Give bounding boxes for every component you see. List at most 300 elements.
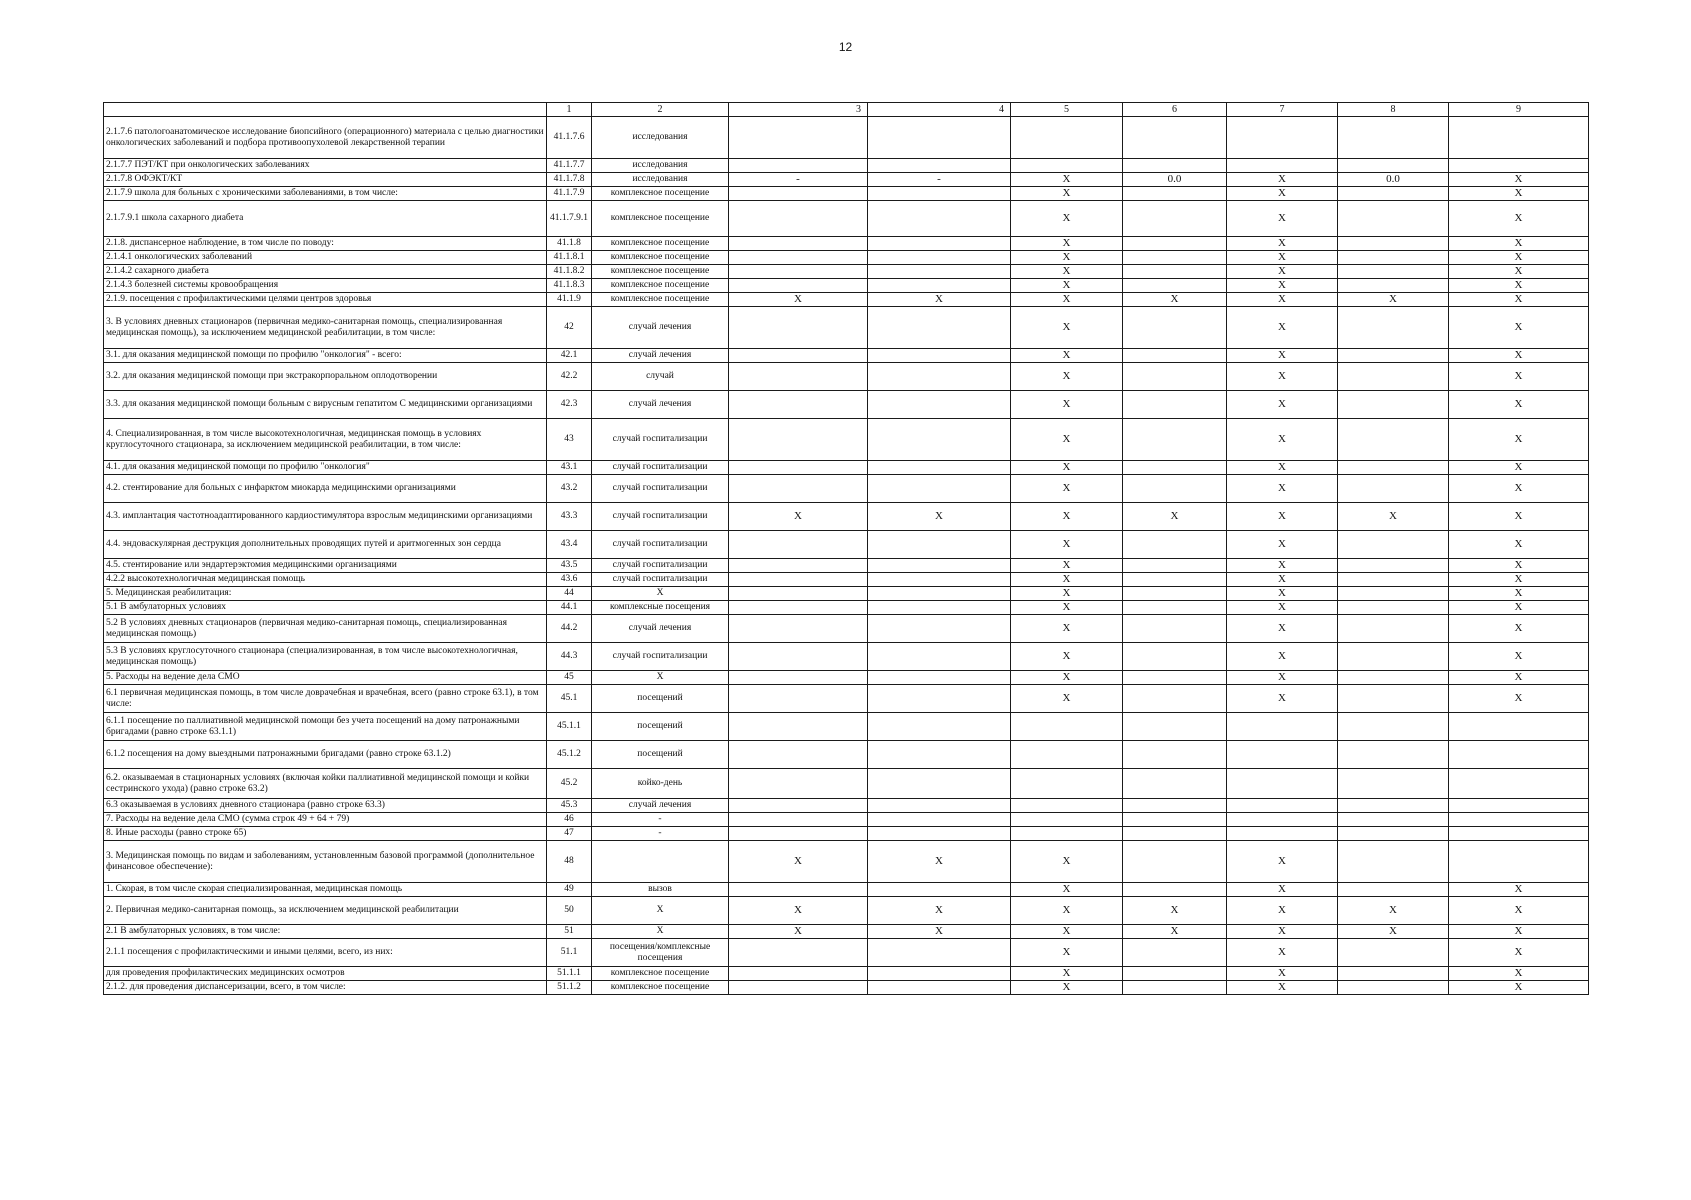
table-row xyxy=(104,813,1589,827)
row-value: X xyxy=(1449,883,1589,897)
row-value xyxy=(868,587,1011,601)
row-value xyxy=(1123,363,1227,391)
row-name: 2. Первичная медико-санитарная помощь, за исключением медицинской реабилитации xyxy=(104,897,547,925)
row-unit: комплексное посещение xyxy=(592,279,729,293)
row-value: X xyxy=(1011,265,1123,279)
row-value: X xyxy=(1227,967,1338,981)
row-value xyxy=(868,349,1011,363)
row-name: 6.2. оказываемая в стационарных условиях (включая койки паллиативной медицинской помощи и койки сестринского ухода) (равно строке 63.2) xyxy=(104,769,547,799)
row-value: X xyxy=(729,503,868,531)
row-value xyxy=(729,187,868,201)
row-value: X xyxy=(1011,279,1123,293)
row-name: для проведения профилактических медицинских осмотров xyxy=(104,967,547,981)
row-value xyxy=(1123,769,1227,799)
row-value xyxy=(729,159,868,173)
row-value: X xyxy=(1449,531,1589,559)
row-value xyxy=(729,769,868,799)
column-number: 1 xyxy=(547,103,592,117)
row-code: 51.1.2 xyxy=(547,981,592,995)
row-value xyxy=(868,813,1011,827)
table-row xyxy=(104,573,1589,587)
row-value xyxy=(1338,643,1449,671)
row-value: X xyxy=(1011,307,1123,349)
table-row xyxy=(104,173,1589,187)
row-value xyxy=(868,671,1011,685)
row-value: X xyxy=(1227,503,1338,531)
row-unit: случай лечения xyxy=(592,349,729,363)
row-value: X xyxy=(1449,173,1589,187)
table-row xyxy=(104,293,1589,307)
row-value: X xyxy=(1123,925,1227,939)
row-unit: случай госпитализации xyxy=(592,643,729,671)
row-value: X xyxy=(1449,419,1589,461)
row-value: X xyxy=(1227,251,1338,265)
row-value xyxy=(1449,799,1589,813)
row-value xyxy=(1123,713,1227,741)
row-code: 44.2 xyxy=(547,615,592,643)
row-value xyxy=(1338,827,1449,841)
table-row xyxy=(104,615,1589,643)
row-code: 50 xyxy=(547,897,592,925)
row-name: 2.1.4.2 сахарного диабета xyxy=(104,265,547,279)
row-value: X xyxy=(1449,939,1589,967)
row-name: 2.1.7.6 патологоанатомическое исследование биопсийного (операционного) материала с целью диагностики онкологических заболеваний и подбора противоопухолевой лекарственной терапии xyxy=(104,117,547,159)
row-value: X xyxy=(868,897,1011,925)
row-value: X xyxy=(868,841,1011,883)
row-code: 44 xyxy=(547,587,592,601)
row-value: X xyxy=(1011,981,1123,995)
row-unit: комплексное посещение xyxy=(592,293,729,307)
row-value xyxy=(1338,967,1449,981)
row-code: 41.1.7.8 xyxy=(547,173,592,187)
row-value xyxy=(868,769,1011,799)
row-value: X xyxy=(1227,841,1338,883)
row-value xyxy=(868,685,1011,713)
row-name: 4.3. имплантация частотноадаптированного кардиостимулятора взрослым медицинскими организациями xyxy=(104,503,547,531)
table-row xyxy=(104,251,1589,265)
row-value xyxy=(1123,461,1227,475)
row-value xyxy=(868,713,1011,741)
row-value xyxy=(1338,713,1449,741)
row-name: 3.3. для оказания медицинской помощи больным с вирусным гепатитом С медицинскими организациями xyxy=(104,391,547,419)
row-value: X xyxy=(1449,587,1589,601)
row-value xyxy=(1449,117,1589,159)
row-name: 7. Расходы на ведение дела СМО (сумма строк 49 + 64 + 79) xyxy=(104,813,547,827)
row-value xyxy=(1227,827,1338,841)
row-unit: исследования xyxy=(592,173,729,187)
column-number: 6 xyxy=(1123,103,1227,117)
row-unit: случай лечения xyxy=(592,307,729,349)
table-row xyxy=(104,827,1589,841)
row-value: X xyxy=(1449,897,1589,925)
row-value xyxy=(868,475,1011,503)
row-unit: комплексное посещение xyxy=(592,251,729,265)
row-value xyxy=(1123,939,1227,967)
row-unit: комплексные посещения xyxy=(592,601,729,615)
column-number: 2 xyxy=(592,103,729,117)
row-value: X xyxy=(1449,307,1589,349)
row-value xyxy=(729,363,868,391)
row-unit: комплексное посещение xyxy=(592,967,729,981)
row-code: 44.1 xyxy=(547,601,592,615)
table-row xyxy=(104,925,1589,939)
table-row xyxy=(104,391,1589,419)
row-value xyxy=(868,251,1011,265)
row-value xyxy=(1011,799,1123,813)
table-row xyxy=(104,841,1589,883)
row-value: X xyxy=(1227,559,1338,573)
row-code: 41.1.7.9 xyxy=(547,187,592,201)
row-value: X xyxy=(1449,671,1589,685)
row-value xyxy=(1011,117,1123,159)
row-value xyxy=(1449,713,1589,741)
row-value: X xyxy=(868,925,1011,939)
row-value xyxy=(1338,461,1449,475)
table-row xyxy=(104,237,1589,251)
row-value xyxy=(1227,159,1338,173)
row-value: X xyxy=(1227,461,1338,475)
row-value xyxy=(1338,587,1449,601)
row-name: 4.5. стентирование или эндартерэктомия медицинскими организациями xyxy=(104,559,547,573)
row-name: 2.1.4.1 онкологических заболеваний xyxy=(104,251,547,265)
row-code: 46 xyxy=(547,813,592,827)
row-unit: случай госпитализации xyxy=(592,475,729,503)
row-value: X xyxy=(1449,475,1589,503)
row-value xyxy=(729,799,868,813)
row-value: X xyxy=(1449,265,1589,279)
row-value: X xyxy=(1449,967,1589,981)
row-value xyxy=(868,981,1011,995)
row-value: X xyxy=(1011,939,1123,967)
row-value: 0.0 xyxy=(1338,173,1449,187)
row-code: 41.1.7.6 xyxy=(547,117,592,159)
row-value: X xyxy=(1227,897,1338,925)
row-value xyxy=(1011,159,1123,173)
row-value: X xyxy=(729,293,868,307)
row-value xyxy=(1449,159,1589,173)
row-value xyxy=(1123,159,1227,173)
row-value xyxy=(1338,573,1449,587)
row-value xyxy=(868,643,1011,671)
row-code: 51.1 xyxy=(547,939,592,967)
row-unit: X xyxy=(592,671,729,685)
row-value xyxy=(868,265,1011,279)
row-value: X xyxy=(1011,601,1123,615)
row-code: 45 xyxy=(547,671,592,685)
row-value xyxy=(729,201,868,237)
row-code: 41.1.7.9.1 xyxy=(547,201,592,237)
row-code: 43.6 xyxy=(547,573,592,587)
row-value xyxy=(729,685,868,713)
row-value: X xyxy=(1123,503,1227,531)
row-value: X xyxy=(1011,559,1123,573)
row-value xyxy=(1011,813,1123,827)
row-name: 8. Иные расходы (равно строке 65) xyxy=(104,827,547,841)
row-code: 41.1.8.3 xyxy=(547,279,592,293)
row-value: X xyxy=(1449,461,1589,475)
row-value: X xyxy=(1011,391,1123,419)
table-row xyxy=(104,475,1589,503)
table-row xyxy=(104,939,1589,967)
row-value xyxy=(1227,713,1338,741)
row-name: 5. Расходы на ведение дела СМО xyxy=(104,671,547,685)
table-row xyxy=(104,559,1589,573)
row-value xyxy=(868,391,1011,419)
row-unit: случай лечения xyxy=(592,615,729,643)
row-value xyxy=(1123,981,1227,995)
row-value xyxy=(729,279,868,293)
row-value xyxy=(1123,643,1227,671)
row-value xyxy=(1011,769,1123,799)
row-code: 41.1.7.7 xyxy=(547,159,592,173)
row-value xyxy=(729,967,868,981)
report-table xyxy=(103,102,1589,995)
row-name: 3. Медицинская помощь по видам и заболеваниям, установленным базовой программой (дополнительное финансовое обеспечение): xyxy=(104,841,547,883)
column-number-row xyxy=(104,103,1589,117)
table-row xyxy=(104,741,1589,769)
row-value: 0.0 xyxy=(1123,173,1227,187)
row-value xyxy=(868,201,1011,237)
row-value: X xyxy=(1011,615,1123,643)
row-value: X xyxy=(1227,883,1338,897)
row-value xyxy=(868,419,1011,461)
row-name: 6.1.1 посещение по паллиативной медицинской помощи без учета посещений на дому патронажными бригадами (равно строке 63.1.1) xyxy=(104,713,547,741)
page-number: 12 xyxy=(838,40,853,54)
row-unit: - xyxy=(592,813,729,827)
table-row xyxy=(104,159,1589,173)
row-name: 2.1 В амбулаторных условиях, в том числе: xyxy=(104,925,547,939)
row-value: X xyxy=(1449,685,1589,713)
row-value xyxy=(729,419,868,461)
row-value xyxy=(1338,187,1449,201)
row-value: X xyxy=(1449,615,1589,643)
row-code: 45.1.2 xyxy=(547,741,592,769)
row-value xyxy=(729,741,868,769)
row-value: X xyxy=(1227,601,1338,615)
row-value xyxy=(1338,391,1449,419)
row-value: X xyxy=(1227,981,1338,995)
row-value: X xyxy=(1011,587,1123,601)
row-value: X xyxy=(1227,475,1338,503)
row-value: X xyxy=(1449,363,1589,391)
row-value xyxy=(1123,799,1227,813)
row-value xyxy=(1338,349,1449,363)
row-unit: вызов xyxy=(592,883,729,897)
row-value xyxy=(729,531,868,559)
row-value: X xyxy=(1227,293,1338,307)
row-value: X xyxy=(1011,187,1123,201)
row-value: X xyxy=(1011,841,1123,883)
row-value xyxy=(729,349,868,363)
column-number: 9 xyxy=(1449,103,1589,117)
row-code: 41.1.8.1 xyxy=(547,251,592,265)
row-value: X xyxy=(1227,265,1338,279)
row-value: X xyxy=(1449,391,1589,419)
row-code: 41.1.8.2 xyxy=(547,265,592,279)
row-value xyxy=(868,827,1011,841)
table-row xyxy=(104,685,1589,713)
row-value xyxy=(1123,419,1227,461)
row-value: X xyxy=(1227,349,1338,363)
row-value xyxy=(729,559,868,573)
row-code: 43.2 xyxy=(547,475,592,503)
row-value: X xyxy=(1011,173,1123,187)
row-value: X xyxy=(1227,419,1338,461)
row-name: 2.1.2. для проведения диспансеризации, всего, в том числе: xyxy=(104,981,547,995)
row-value: X xyxy=(1011,201,1123,237)
row-value xyxy=(1338,265,1449,279)
row-unit: комплексное посещение xyxy=(592,201,729,237)
row-value xyxy=(868,939,1011,967)
row-name: 4.1. для оказания медицинской помощи по профилю "онкология" xyxy=(104,461,547,475)
row-name: 3.1. для оказания медицинской помощи по профилю "онкология" - всего: xyxy=(104,349,547,363)
row-name: 4.2.2 высокотехнологичная медицинская помощь xyxy=(104,573,547,587)
row-name: 4.2. стентирование для больных с инфарктом миокарда медицинскими организациями xyxy=(104,475,547,503)
row-value xyxy=(729,117,868,159)
row-value: X xyxy=(1011,293,1123,307)
row-value xyxy=(868,363,1011,391)
row-value xyxy=(729,671,868,685)
row-value xyxy=(868,187,1011,201)
row-unit: посещений xyxy=(592,741,729,769)
column-number: 7 xyxy=(1227,103,1338,117)
row-value xyxy=(1123,251,1227,265)
table-row xyxy=(104,201,1589,237)
row-value xyxy=(1123,841,1227,883)
row-value: X xyxy=(1449,573,1589,587)
row-name: 1. Скорая, в том числе скорая специализированная, медицинская помощь xyxy=(104,883,547,897)
row-name: 5.3 В условиях круглосуточного стационара (специализированная, в том числе высокотехнологичная, медицинская помощь) xyxy=(104,643,547,671)
row-name: 2.1.7.7 ПЭТ/КТ при онкологических заболеваниях xyxy=(104,159,547,173)
row-value xyxy=(1338,159,1449,173)
row-value: X xyxy=(1449,503,1589,531)
row-value xyxy=(1338,883,1449,897)
row-value xyxy=(729,265,868,279)
row-code: 51 xyxy=(547,925,592,939)
row-value: X xyxy=(1227,173,1338,187)
row-value: X xyxy=(1227,531,1338,559)
table-row xyxy=(104,503,1589,531)
table-row xyxy=(104,643,1589,671)
row-value xyxy=(1338,201,1449,237)
row-value xyxy=(729,713,868,741)
row-value xyxy=(1338,117,1449,159)
row-value xyxy=(868,573,1011,587)
row-value xyxy=(1123,279,1227,293)
row-unit: посещений xyxy=(592,685,729,713)
row-name: 2.1.9. посещения с профилактическими целями центров здоровья xyxy=(104,293,547,307)
row-unit: X xyxy=(592,897,729,925)
row-value: X xyxy=(1011,503,1123,531)
row-value: X xyxy=(1123,897,1227,925)
row-value: X xyxy=(1011,671,1123,685)
row-value: X xyxy=(1227,587,1338,601)
row-value: X xyxy=(729,925,868,939)
row-value: X xyxy=(1449,601,1589,615)
row-value xyxy=(1449,827,1589,841)
row-value xyxy=(1123,559,1227,573)
row-code: 48 xyxy=(547,841,592,883)
row-value: X xyxy=(1011,251,1123,265)
table-row xyxy=(104,461,1589,475)
row-value xyxy=(1338,841,1449,883)
row-unit: случай госпитализации xyxy=(592,559,729,573)
row-name: 6.1.2 посещения на дому выездными патронажными бригадами (равно строке 63.1.2) xyxy=(104,741,547,769)
row-unit: X xyxy=(592,587,729,601)
row-value xyxy=(1449,769,1589,799)
row-value xyxy=(1123,237,1227,251)
row-unit: койко-день xyxy=(592,769,729,799)
row-code: 49 xyxy=(547,883,592,897)
row-value: X xyxy=(1227,307,1338,349)
row-value xyxy=(729,643,868,671)
row-code: 45.3 xyxy=(547,799,592,813)
row-value: X xyxy=(1449,559,1589,573)
row-value xyxy=(1338,813,1449,827)
row-value: X xyxy=(1011,643,1123,671)
row-value xyxy=(1123,391,1227,419)
row-value xyxy=(1338,307,1449,349)
row-value xyxy=(868,601,1011,615)
row-unit: X xyxy=(592,925,729,939)
row-unit: случай лечения xyxy=(592,391,729,419)
row-value xyxy=(729,237,868,251)
row-value xyxy=(868,279,1011,293)
row-code: 45.1.1 xyxy=(547,713,592,741)
row-unit: случай госпитализации xyxy=(592,503,729,531)
row-value xyxy=(868,559,1011,573)
row-value xyxy=(729,307,868,349)
row-value: X xyxy=(1227,237,1338,251)
row-value xyxy=(1123,813,1227,827)
row-value xyxy=(1011,827,1123,841)
row-value xyxy=(1227,741,1338,769)
row-value xyxy=(1123,615,1227,643)
row-code: 43.5 xyxy=(547,559,592,573)
row-value xyxy=(868,117,1011,159)
row-value xyxy=(1449,741,1589,769)
row-name: 5. Медицинская реабилитация: xyxy=(104,587,547,601)
row-value xyxy=(729,587,868,601)
row-value xyxy=(868,461,1011,475)
column-number: 5 xyxy=(1011,103,1123,117)
row-value xyxy=(1123,531,1227,559)
row-value xyxy=(1123,967,1227,981)
row-value xyxy=(1338,237,1449,251)
row-name: 2.1.8. диспансерное наблюдение, в том числе по поводу: xyxy=(104,237,547,251)
row-value: X xyxy=(729,897,868,925)
row-value: X xyxy=(1449,925,1589,939)
column-number xyxy=(104,103,547,117)
row-value: X xyxy=(1011,475,1123,503)
row-value xyxy=(729,939,868,967)
row-value: X xyxy=(1338,897,1449,925)
row-unit: случай госпитализации xyxy=(592,419,729,461)
row-unit: случай госпитализации xyxy=(592,461,729,475)
row-value xyxy=(1123,187,1227,201)
row-value xyxy=(1338,615,1449,643)
row-value xyxy=(729,251,868,265)
column-number: 8 xyxy=(1338,103,1449,117)
row-value xyxy=(868,741,1011,769)
row-value: X xyxy=(1227,643,1338,671)
row-value: X xyxy=(1227,939,1338,967)
row-code: 51.1.1 xyxy=(547,967,592,981)
table-row xyxy=(104,349,1589,363)
row-value: - xyxy=(729,173,868,187)
row-value xyxy=(729,601,868,615)
row-unit: посещений xyxy=(592,713,729,741)
